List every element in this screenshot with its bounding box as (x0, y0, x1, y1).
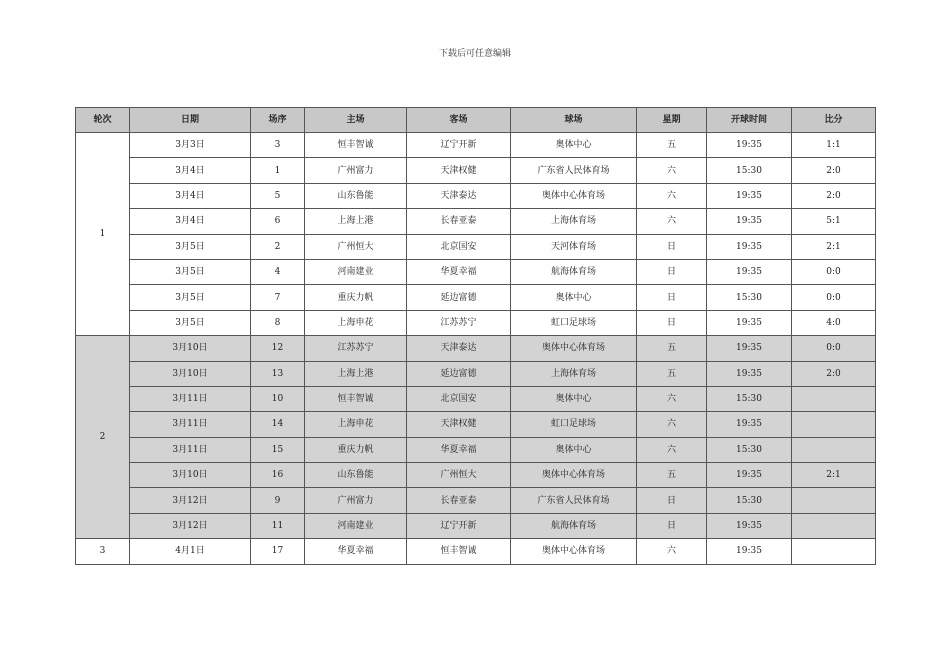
table-row (76, 336, 876, 361)
venue: 奥体中心体育场 (511, 463, 637, 488)
match-date: 3月5日 (130, 234, 251, 259)
kickoff-time: 19:35 (707, 133, 792, 158)
round-group (76, 336, 876, 539)
venue: 奥体中心体育场 (511, 183, 637, 208)
away-team: 天津权健 (407, 158, 511, 183)
kickoff-time: 19:35 (707, 234, 792, 259)
score: 4:0 (792, 310, 876, 335)
away-team: 长春亚泰 (407, 209, 511, 234)
match-seq: 11 (251, 513, 305, 538)
match-date: 3月10日 (130, 463, 251, 488)
away-team: 华夏幸福 (407, 437, 511, 462)
away-team: 天津泰达 (407, 183, 511, 208)
home-team: 上海申花 (305, 310, 407, 335)
venue: 奥体中心体育场 (511, 539, 637, 564)
weekday: 日 (637, 234, 707, 259)
home-team: 山东鲁能 (305, 183, 407, 208)
kickoff-time: 19:35 (707, 336, 792, 361)
match-seq: 7 (251, 285, 305, 310)
weekday: 六 (637, 386, 707, 411)
venue: 奥体中心 (511, 437, 637, 462)
home-team: 河南建业 (305, 513, 407, 538)
match-seq: 2 (251, 234, 305, 259)
header-round: 轮次 (76, 108, 130, 133)
weekday: 六 (637, 209, 707, 234)
table-row (76, 234, 876, 259)
match-seq: 17 (251, 539, 305, 564)
header-seq: 场序 (251, 108, 305, 133)
match-date: 3月11日 (130, 437, 251, 462)
match-seq: 10 (251, 386, 305, 411)
venue: 上海体育场 (511, 209, 637, 234)
table-row (76, 437, 876, 462)
score (792, 513, 876, 538)
match-seq: 16 (251, 463, 305, 488)
score: 5:1 (792, 209, 876, 234)
home-team: 广州富力 (305, 158, 407, 183)
score: 0:0 (792, 336, 876, 361)
kickoff-time: 15:30 (707, 437, 792, 462)
table-row (76, 513, 876, 538)
weekday: 六 (637, 539, 707, 564)
header-note: 下载后可任意编辑 (438, 49, 511, 59)
venue: 奥体中心 (511, 285, 637, 310)
kickoff-time: 19:35 (707, 539, 792, 564)
match-seq: 6 (251, 209, 305, 234)
table-row (76, 209, 876, 234)
home-team: 上海申花 (305, 412, 407, 437)
match-date: 3月11日 (130, 412, 251, 437)
kickoff-time: 19:35 (707, 412, 792, 437)
away-team: 天津泰达 (407, 336, 511, 361)
home-team: 恒丰智诚 (305, 386, 407, 411)
match-date: 3月5日 (130, 285, 251, 310)
weekday: 六 (637, 437, 707, 462)
score: 1:1 (792, 133, 876, 158)
weekday: 日 (637, 488, 707, 513)
match-date: 3月3日 (130, 133, 251, 158)
away-team: 辽宁开新 (407, 133, 511, 158)
table-row (76, 285, 876, 310)
table-row (76, 361, 876, 386)
match-seq: 3 (251, 133, 305, 158)
match-seq: 4 (251, 259, 305, 284)
kickoff-time: 19:35 (707, 513, 792, 538)
venue: 奥体中心 (511, 386, 637, 411)
table-row (76, 386, 876, 411)
home-team: 上海上港 (305, 209, 407, 234)
table-row (76, 488, 876, 513)
away-team: 辽宁开新 (407, 513, 511, 538)
venue: 虹口足球场 (511, 412, 637, 437)
kickoff-time: 19:35 (707, 183, 792, 208)
score: 2:1 (792, 463, 876, 488)
match-date: 4月1日 (130, 539, 251, 564)
header-score: 比分 (792, 108, 876, 133)
match-date: 3月5日 (130, 310, 251, 335)
round-number: 3 (76, 539, 130, 564)
home-team: 广州富力 (305, 488, 407, 513)
kickoff-time: 19:35 (707, 259, 792, 284)
match-date: 3月4日 (130, 183, 251, 208)
score: 2:0 (792, 183, 876, 208)
match-seq: 14 (251, 412, 305, 437)
score (792, 539, 876, 564)
weekday: 六 (637, 183, 707, 208)
score: 2:1 (792, 234, 876, 259)
kickoff-time: 15:30 (707, 158, 792, 183)
weekday: 五 (637, 133, 707, 158)
score: 2:0 (792, 158, 876, 183)
table-row (76, 310, 876, 335)
weekday: 日 (637, 285, 707, 310)
kickoff-time: 15:30 (707, 488, 792, 513)
home-team: 广州恒大 (305, 234, 407, 259)
header-date: 日期 (130, 108, 251, 133)
match-date: 3月10日 (130, 336, 251, 361)
header-venue: 球场 (511, 108, 637, 133)
match-seq: 12 (251, 336, 305, 361)
away-team: 延边富德 (407, 361, 511, 386)
match-seq: 13 (251, 361, 305, 386)
away-team: 长春亚泰 (407, 488, 511, 513)
home-team: 重庆力帆 (305, 285, 407, 310)
kickoff-time: 15:30 (707, 285, 792, 310)
match-date: 3月4日 (130, 209, 251, 234)
away-team: 华夏幸福 (407, 259, 511, 284)
away-team: 江苏苏宁 (407, 310, 511, 335)
header-away: 客场 (407, 108, 511, 133)
table-row (76, 463, 876, 488)
home-team: 华夏幸福 (305, 539, 407, 564)
header-home: 主场 (305, 108, 407, 133)
away-team: 恒丰智诚 (407, 539, 511, 564)
home-team: 江苏苏宁 (305, 336, 407, 361)
home-team: 重庆力帆 (305, 437, 407, 462)
score (792, 412, 876, 437)
kickoff-time: 19:35 (707, 209, 792, 234)
venue: 虹口足球场 (511, 310, 637, 335)
match-schedule-table (75, 107, 876, 565)
table-row (76, 259, 876, 284)
home-team: 上海上港 (305, 361, 407, 386)
round-group (76, 133, 876, 336)
home-team: 山东鲁能 (305, 463, 407, 488)
header-row (76, 108, 876, 133)
venue: 航海体育场 (511, 513, 637, 538)
match-date: 3月11日 (130, 386, 251, 411)
weekday: 五 (637, 336, 707, 361)
match-seq: 5 (251, 183, 305, 208)
kickoff-time: 19:35 (707, 361, 792, 386)
weekday: 六 (637, 412, 707, 437)
score (792, 437, 876, 462)
match-date: 3月10日 (130, 361, 251, 386)
match-seq: 8 (251, 310, 305, 335)
table-header (76, 108, 876, 133)
match-seq: 9 (251, 488, 305, 513)
weekday: 日 (637, 513, 707, 538)
away-team: 广州恒大 (407, 463, 511, 488)
table-row (76, 183, 876, 208)
round-number: 2 (76, 336, 130, 539)
away-team: 北京国安 (407, 234, 511, 259)
table-row (76, 539, 876, 564)
round-group (76, 539, 876, 564)
kickoff-time: 19:35 (707, 463, 792, 488)
home-team: 恒丰智诚 (305, 133, 407, 158)
score: 0:0 (792, 285, 876, 310)
match-date: 3月12日 (130, 488, 251, 513)
away-team: 天津权健 (407, 412, 511, 437)
venue: 广东省人民体育场 (511, 488, 637, 513)
away-team: 延边富德 (407, 285, 511, 310)
kickoff-time: 15:30 (707, 386, 792, 411)
kickoff-time: 19:35 (707, 310, 792, 335)
venue: 天河体育场 (511, 234, 637, 259)
venue: 航海体育场 (511, 259, 637, 284)
score: 0:0 (792, 259, 876, 284)
venue: 广东省人民体育场 (511, 158, 637, 183)
venue: 上海体育场 (511, 361, 637, 386)
table-row (76, 412, 876, 437)
header-weekday: 星期 (637, 108, 707, 133)
weekday: 五 (637, 361, 707, 386)
away-team: 北京国安 (407, 386, 511, 411)
venue: 奥体中心体育场 (511, 336, 637, 361)
weekday: 日 (637, 310, 707, 335)
round-number: 1 (76, 133, 130, 336)
venue: 奥体中心 (511, 133, 637, 158)
weekday: 日 (637, 259, 707, 284)
header-kickoff: 开球时间 (707, 108, 792, 133)
match-seq: 15 (251, 437, 305, 462)
match-date: 3月4日 (130, 158, 251, 183)
match-date: 3月5日 (130, 259, 251, 284)
weekday: 六 (637, 158, 707, 183)
score: 2:0 (792, 361, 876, 386)
table-row (76, 158, 876, 183)
match-date: 3月12日 (130, 513, 251, 538)
match-seq: 1 (251, 158, 305, 183)
home-team: 河南建业 (305, 259, 407, 284)
table-row (76, 133, 876, 158)
score (792, 386, 876, 411)
weekday: 五 (637, 463, 707, 488)
score (792, 488, 876, 513)
